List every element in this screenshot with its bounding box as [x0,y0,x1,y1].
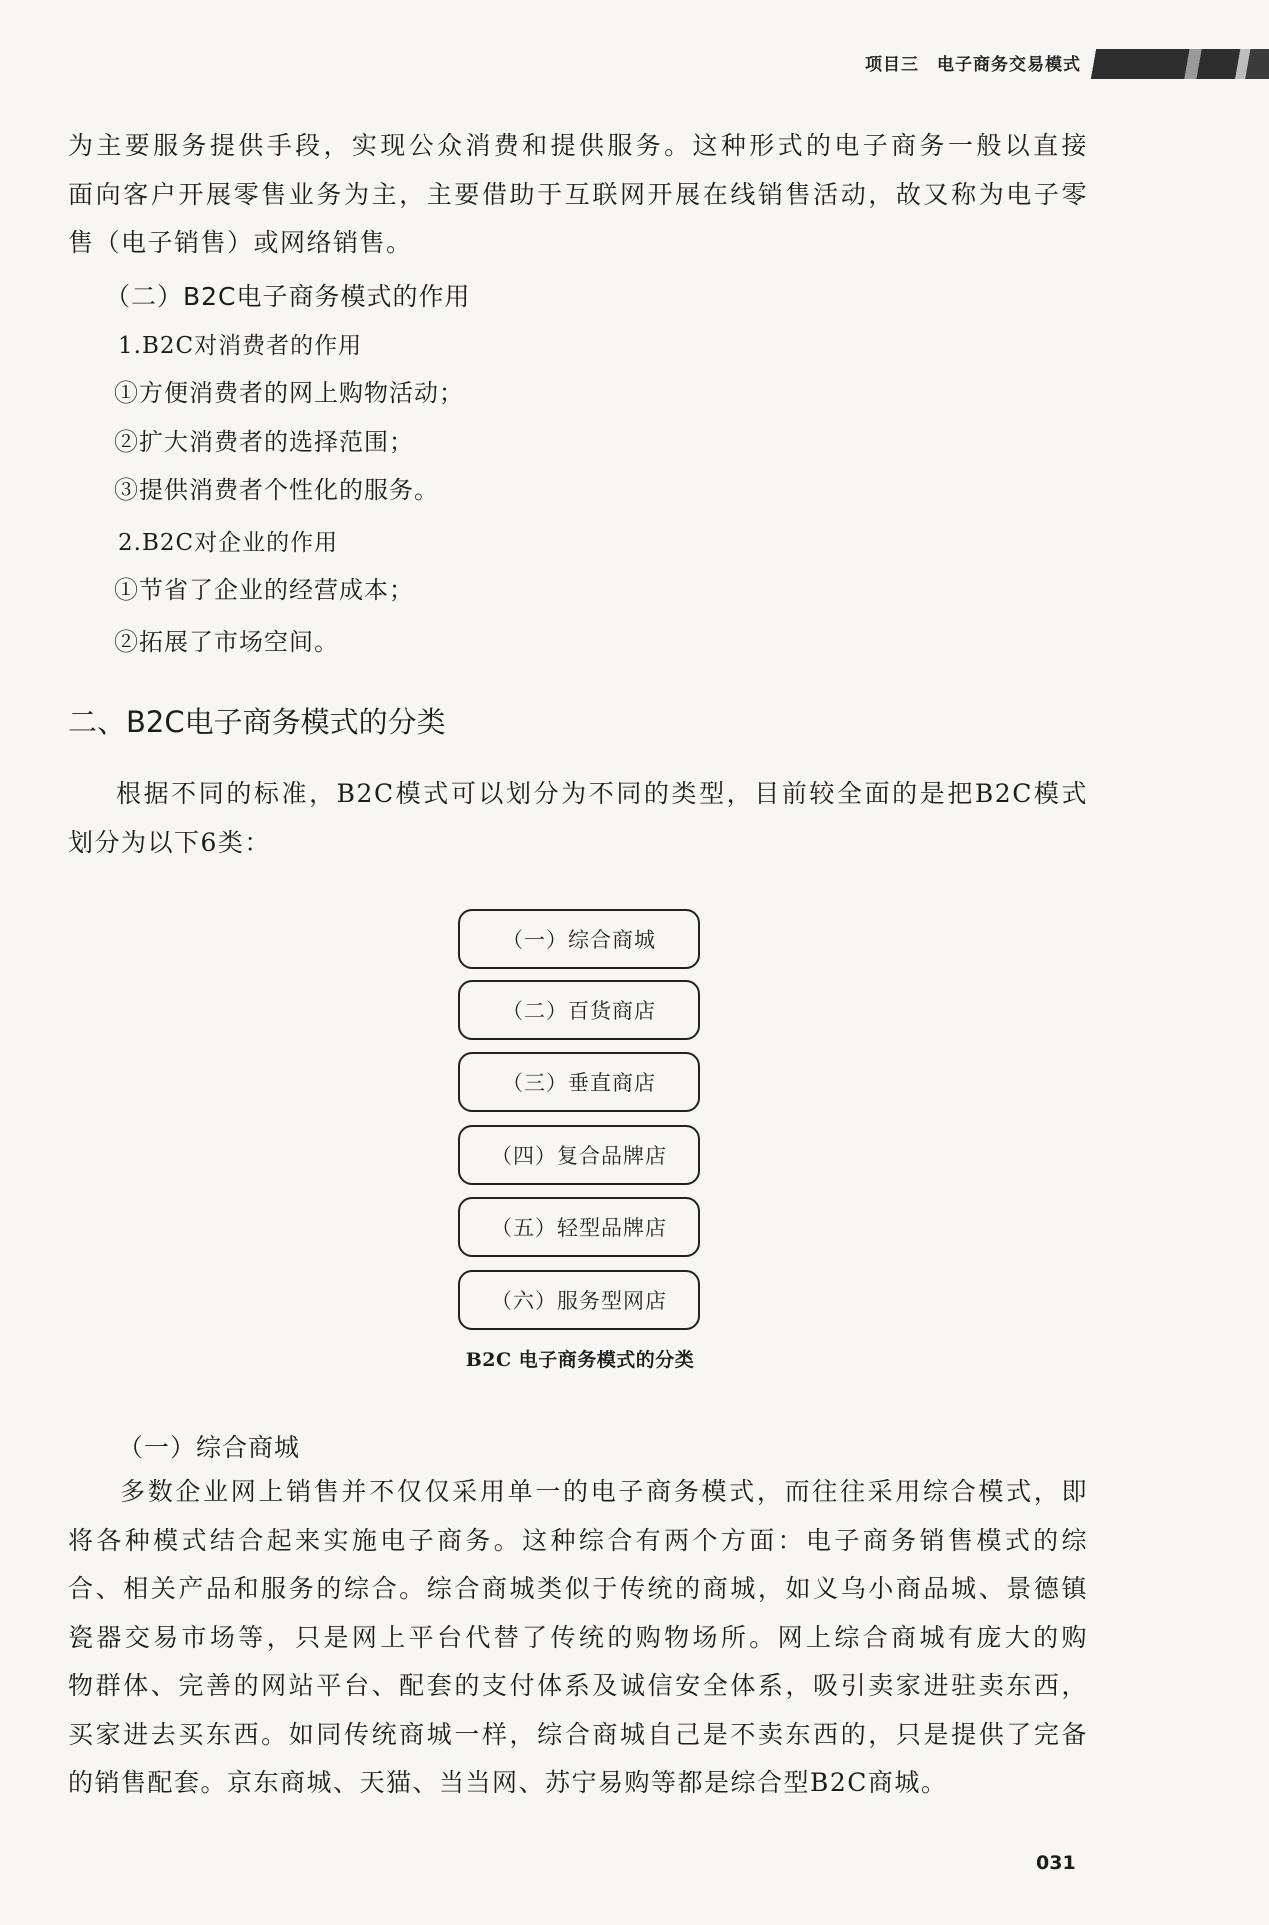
diagram-box-light-brand-store: （五）轻型品牌店 [458,1197,700,1257]
header-decoration-bar [1088,49,1269,79]
classification-line: 划分为以下6类： [68,827,271,857]
running-header: 项目三 电子商务交易模式 [865,55,1081,75]
consumer-role-title: 1.B2C对消费者的作用 [118,333,363,359]
intro-line: 面向客户开展零售业务为主，主要借助于互联网开展在线销售活动，故又称为电子零 [68,179,1088,209]
paragraph-line: 买家进去买东西。如同传统商城一样，综合商城自己是不卖东西的，只是提供了完备 [68,1719,1088,1749]
paragraph-line: 多数企业网上销售并不仅仅采用单一的电子商务模式，而往往采用综合模式，即 [120,1477,1088,1506]
paragraph-line: 物群体、完善的网站平台、配套的支付体系及诚信安全体系，吸引卖家进驻卖东西， [68,1671,1088,1700]
enterprise-role-title: 2.B2C对企业的作用 [118,530,339,556]
classification-line: 根据不同的标准，B2C模式可以划分为不同的类型，目前较全面的是把B2C模式 [116,779,1088,808]
diagram-box-composite-brand-store: （四）复合品牌店 [458,1125,700,1185]
consumer-item: ①方便消费者的网上购物活动； [114,379,464,407]
intro-paragraph [68,122,1088,268]
paragraph-line: 合、相关产品和服务的综合。综合商城类似于传统的商城，如义乌小商品城、景德镇 [68,1574,1088,1603]
page-number: 031 [1036,1852,1076,1874]
enterprise-item: ②拓展了市场空间。 [114,628,339,656]
comprehensive-mall-paragraph [68,1468,1088,1808]
classification-intro-paragraph [68,770,1088,867]
intro-line: 售（电子销售）或网络销售。 [68,228,413,257]
consumer-item: ③提供消费者个性化的服务。 [114,476,439,504]
section-heading-classification: 二、B2C电子商务模式的分类 [68,705,446,739]
paragraph-line: 的销售配套。京东商城、天猫、当当网、苏宁易购等都是综合型B2C商城。 [68,1768,948,1797]
diagram-caption: B2C 电子商务模式的分类 [465,1349,695,1371]
section-heading-role: （二）B2C电子商务模式的作用 [105,282,471,311]
consumer-item: ②扩大消费者的选择范围； [114,428,414,456]
enterprise-item: ①节省了企业的经营成本； [114,576,414,604]
diagram-box-comprehensive-mall: （一）综合商城 [458,909,700,969]
intro-line: 为主要服务提供手段，实现公众消费和提供服务。这种形式的电子商务一般以直接 [68,131,1088,160]
paragraph-line: 将各种模式结合起来实施电子商务。这种综合有两个方面：电子商务销售模式的综 [68,1525,1088,1555]
paragraph-line: 瓷器交易市场等，只是网上平台代替了传统的购物场所。网上综合商城有庞大的购 [68,1622,1088,1652]
diagram-box-vertical-store: （三）垂直商店 [458,1052,700,1112]
diagram-box-service-store: （六）服务型网店 [458,1270,700,1330]
subsection-heading-comprehensive-mall: （一）综合商城 [118,1433,301,1462]
diagram-box-department-store: （二）百货商店 [458,980,700,1040]
